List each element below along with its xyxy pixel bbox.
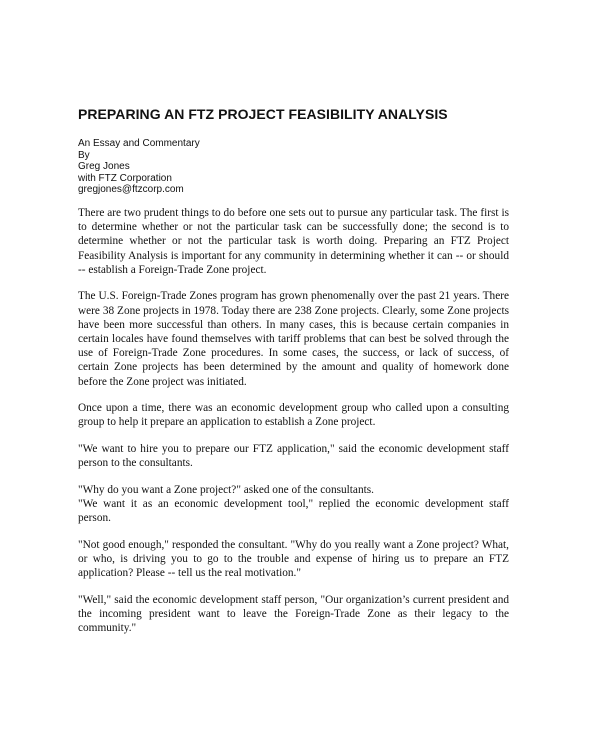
paragraph: "Not good enough," responded the consultant. "Why do you really want a Zone project? What, or who, is driving you to go to the trouble and expense of hiring us to prepare an FTZ application? Please -- tell us the real motivation." <box>78 538 509 580</box>
paragraph: There are two prudent things to do before one sets out to pursue any particular task. The first is to determine whether or not the particular task can be successfully done; the second is to determine whether or not the particular task is worth doing. Preparing an FTZ Project Feasibility Analysis is important for any community in determining whether it can -- or should -- establish a Foreign-Trade Zone project. <box>78 207 509 276</box>
paragraph: "We want to hire you to prepare our FTZ application," said the economic development staff person to the consultants. <box>78 443 509 470</box>
byline <box>78 138 200 196</box>
paragraph: "Why do you want a Zone project?" asked one of the consultants. <box>78 483 374 496</box>
byline-email: gregjones@ftzcorp.com <box>78 184 184 196</box>
paragraph: The U.S. Foreign-Trade Zones program has grown phenomenally over the past 21 years. There were 38 Zone projects in 1978. Today there are 238 Zone projects. Clearly, some Zone projects have been more successful than others. In many cases, this is because certain companies in certain locales have found themselves with tariff problems that can best be solved through the use of Foreign-Trade Zone procedures. In some cases, the success, or lack of success, of certain Zone projects has been determined by the amount and quality of homework done before the Zone project was initiated. <box>78 290 509 388</box>
paragraph: "We want it as an economic development tool," replied the economic development staff person. <box>78 498 509 525</box>
paragraph: "Well," said the economic development staff person, "Our organization’s current president and the incoming president want to leave the Foreign-Trade Zone as their legacy to the community." <box>78 593 509 635</box>
byline-affiliation: with FTZ Corporation <box>78 172 172 184</box>
document-title: PREPARING AN FTZ PROJECT FEASIBILITY ANALYSIS <box>78 106 448 122</box>
paragraph: Once upon a time, there was an economic development group who called upon a consulting group to help it prepare an application to establish a Zone project. <box>78 402 509 429</box>
document-body <box>78 206 509 648</box>
byline-subtitle: An Essay and Commentary <box>78 138 200 149</box>
byline-author: Greg Jones <box>78 161 130 173</box>
byline-by: By <box>78 149 90 161</box>
